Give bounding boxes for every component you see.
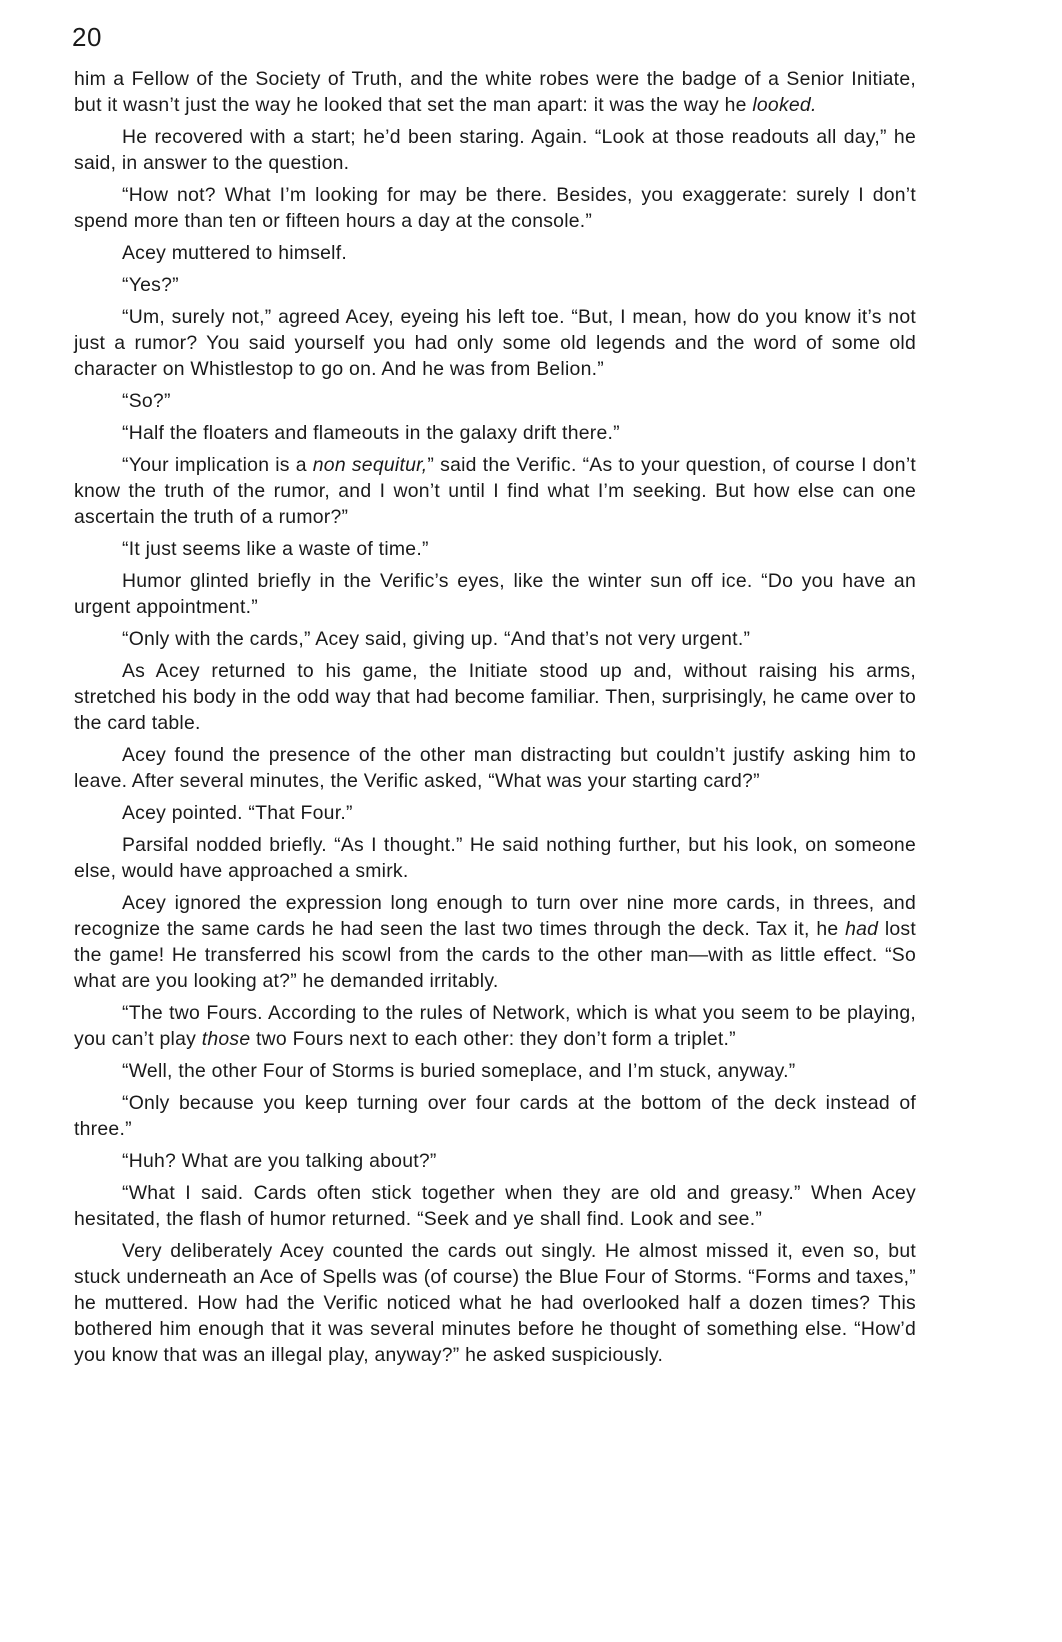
text-run: Acey muttered to himself. <box>122 242 348 264</box>
text-run: “Well, the other Four of Storms is buried someplace, and I’m stuck, anyway.” <box>122 1060 796 1082</box>
paragraph <box>74 304 916 382</box>
paragraph <box>74 66 916 118</box>
body-text <box>74 66 916 1374</box>
text-run: Acey pointed. “That Four.” <box>122 802 353 824</box>
text-run: “Huh? What are you talking about?” <box>122 1150 437 1172</box>
paragraph <box>74 536 916 562</box>
italic-text: non sequitur, <box>312 454 428 476</box>
text-run: “It just seems like a waste of time.” <box>122 538 429 560</box>
paragraph <box>74 890 916 994</box>
italic-text: those <box>201 1028 251 1050</box>
paragraph <box>74 742 916 794</box>
italic-text: looked. <box>752 94 817 116</box>
paragraph <box>74 272 916 298</box>
text-run: “Only with the cards,” Acey said, giving up. “And that’s not very urgent.” <box>122 628 751 650</box>
paragraph <box>74 800 916 826</box>
paragraph <box>74 1180 916 1232</box>
paragraph <box>74 832 916 884</box>
text-run: Parsifal nodded briefly. “As I thought.” He said nothing further, but his look, on someone else, would have approached a smirk. <box>74 834 916 882</box>
text-run: Very deliberately Acey counted the cards out singly. He almost missed it, even so, but stuck underneath an Ace of Spells was (of course) the Blue Four of Storms. “Forms and taxes,” he muttered. How had the Verific noticed what he had overlooked half a dozen times? This bothered him enough that it was several minutes before he thought of something else. “How’d you know that was an illegal play, anyway?” he asked suspiciously. <box>74 1240 916 1366</box>
paragraph <box>74 452 916 530</box>
text-run: “Only because you keep turning over four cards at the bottom of the deck instead of three.” <box>74 1092 916 1140</box>
text-run: two Fours next to each other: they don’t form a triplet.” <box>250 1028 736 1050</box>
text-run: “How not? What I’m looking for may be there. Besides, you exaggerate: surely I don’t spend more than ten or fifteen hours a day at the console.” <box>74 184 916 232</box>
paragraph <box>74 626 916 652</box>
text-run: Humor glinted briefly in the Verific’s eyes, like the winter sun off ice. “Do you have an urgent appointment.” <box>74 570 916 618</box>
paragraph <box>74 1238 916 1368</box>
paragraph <box>74 420 916 446</box>
paragraph <box>74 182 916 234</box>
paragraph <box>74 388 916 414</box>
paragraph <box>74 568 916 620</box>
paragraph <box>74 658 916 736</box>
paragraph <box>74 1148 916 1174</box>
text-run: He recovered with a start; he’d been staring. Again. “Look at those readouts all day,” he said, in answer to the question. <box>74 126 916 174</box>
text-run: “Half the floaters and flameouts in the galaxy drift there.” <box>122 422 620 444</box>
text-run: “Your implication is a <box>122 454 313 476</box>
text-run: “Yes?” <box>122 274 179 296</box>
text-run: Acey ignored the expression long enough to turn over nine more cards, in threes, and recognize the same cards he had seen the last two times through the deck. Tax it, he <box>74 892 916 940</box>
text-run: Acey found the presence of the other man distracting but couldn’t justify asking him to leave. After several minutes, the Verific asked, “What was your starting card?” <box>74 744 916 792</box>
italic-text: had <box>845 918 879 940</box>
text-run: As Acey returned to his game, the Initiate stood up and, without raising his arms, stretched his body in the odd way that had become familiar. Then, surprisingly, he came over to the card table. <box>74 660 916 734</box>
text-run: “The two Fours. According to the rules of Network, which is what you seem to be playing, you can’t play <box>74 1002 916 1050</box>
text-run: him a Fellow of the Society of Truth, and the white robes were the badge of a Senior Initiate, but it wasn’t just the way he looked that set the man apart: it was the way he <box>74 68 916 116</box>
paragraph <box>74 240 916 266</box>
paragraph <box>74 1090 916 1142</box>
paragraph <box>74 1058 916 1084</box>
paragraph <box>74 1000 916 1052</box>
paragraph <box>74 124 916 176</box>
text-run: “Um, surely not,” agreed Acey, eyeing his left toe. “But, I mean, how do you know it’s not just a rumor? You said yourself you had only some old legends and the word of some old character on Whistlestop to go on. And he was from Belion.” <box>74 306 916 380</box>
text-run: “What I said. Cards often stick together when they are old and greasy.” When Acey hesitated, the flash of humor returned. “Seek and ye shall find. Look and see.” <box>74 1182 916 1230</box>
text-run: ” said the Verific. “As to your question, of course I don’t know the truth of the rumor, and I won’t until I find what I’m seeking. But how else can one ascertain the truth of a rumor?” <box>74 454 917 528</box>
text-run: “So?” <box>122 390 171 412</box>
page-number: 20 <box>72 22 102 52</box>
text-run: lost the game! He transferred his scowl from the cards to the other man—with as little effect. “So what are you looking at?” he demanded irritably. <box>74 918 917 992</box>
